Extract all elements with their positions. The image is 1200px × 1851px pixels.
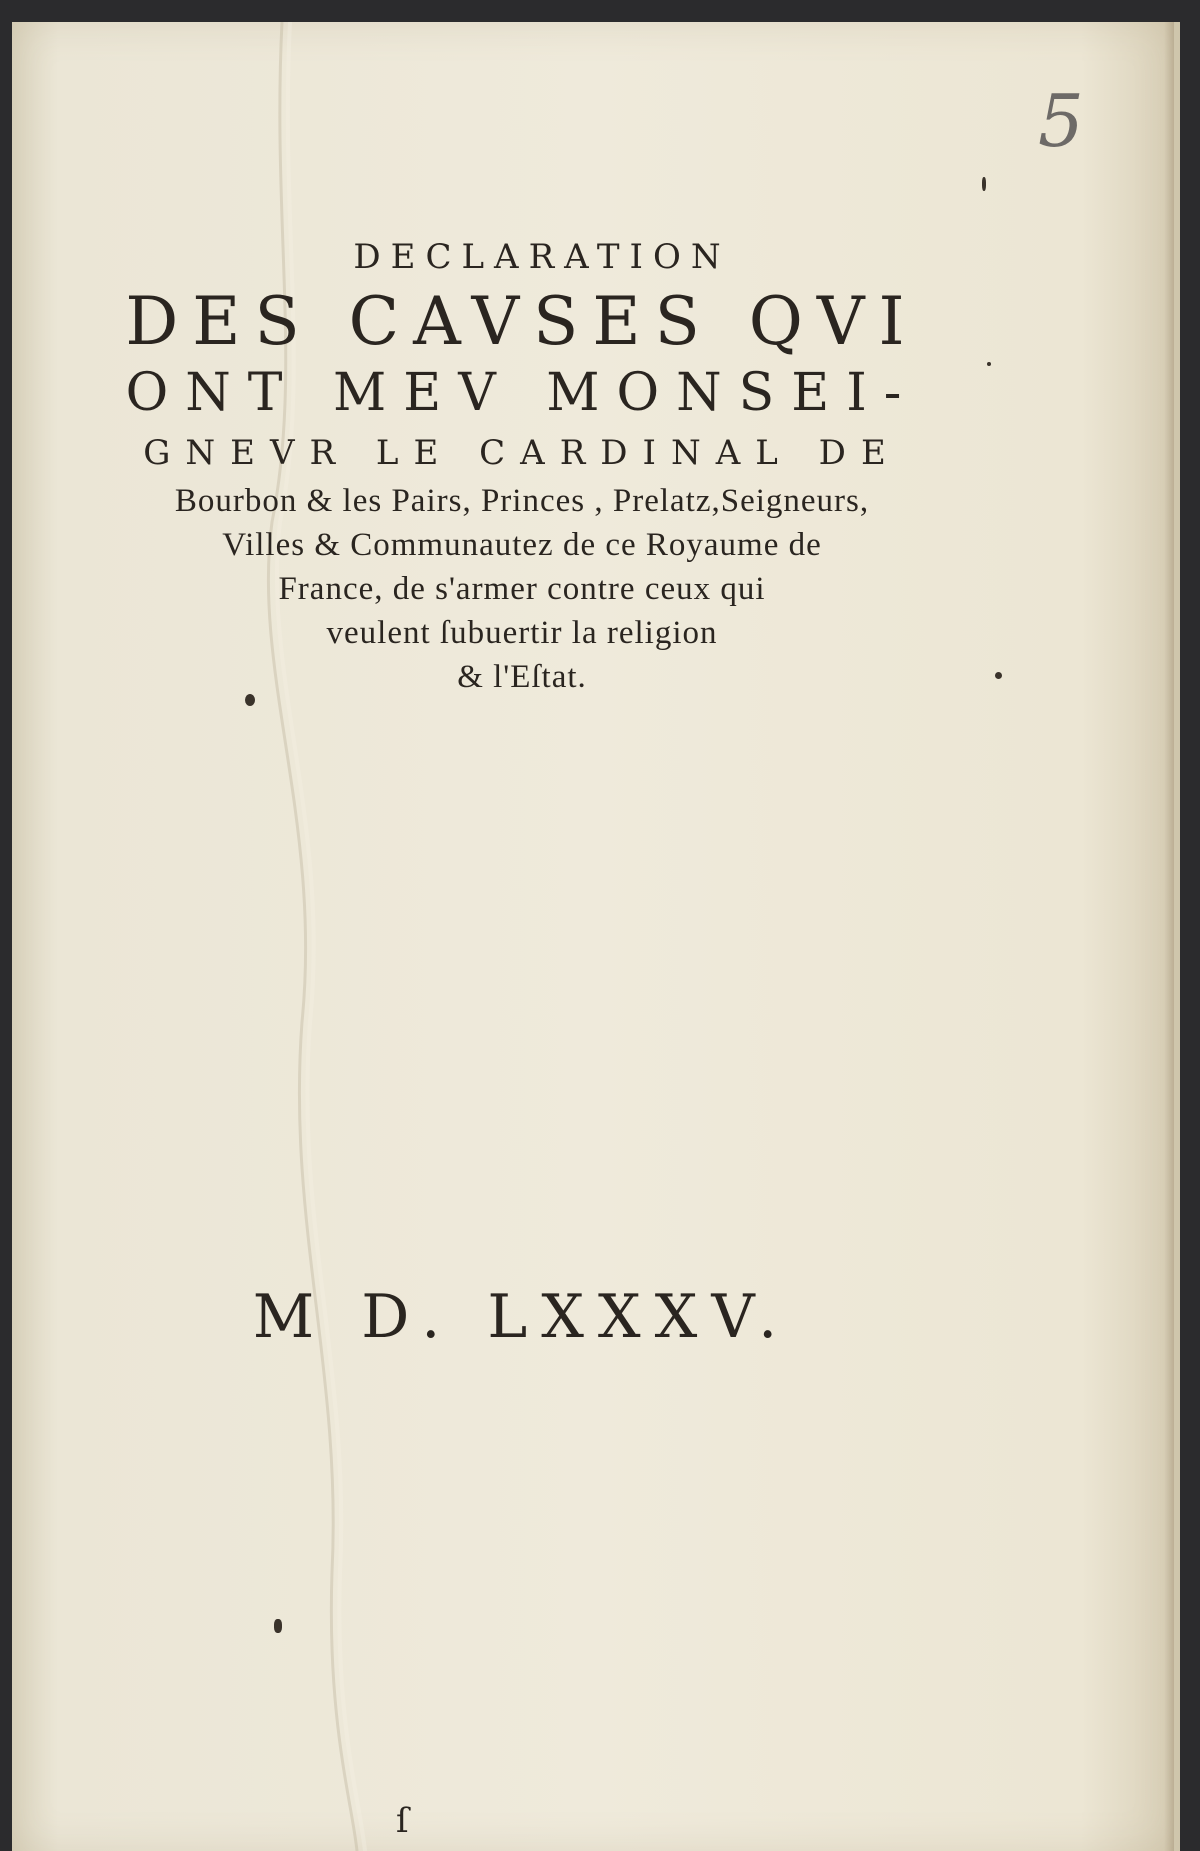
title-line-5: Bourbon & les Pairs, Princes , Prelatz,Seigneurs, [174, 483, 870, 519]
handwritten-folio-number [1030, 74, 1100, 164]
title-block [112, 237, 932, 699]
title-line-7: France, de s'armer contre ceux qui [278, 571, 766, 607]
title-line-2: DES CAVSES QVI [125, 283, 919, 360]
folio-number: 5 [1038, 79, 1084, 163]
title-line-1: DECLARATION [353, 237, 731, 277]
ink-speck [245, 694, 255, 706]
ink-speck [982, 177, 986, 191]
title-line-6: Villes & Communautez de ce Royaume de [222, 527, 822, 563]
title-line-8: veulent ſubuertir la religion [326, 615, 718, 651]
title-page [12, 22, 1180, 1851]
title-line-4: GNEVR LE CARDINAL DE [143, 433, 901, 473]
page-edge-shadow [1164, 22, 1174, 1851]
ink-speck [987, 362, 991, 366]
signature-mark-text: ſ [396, 1801, 409, 1840]
imprint-year: M D. LXXXV. [252, 1282, 792, 1352]
title-line-3: ONT MEV MONSEI- [125, 363, 919, 423]
title-line-9: & l'Eſtat. [457, 659, 587, 695]
signature-mark [392, 1800, 432, 1840]
ink-speck [274, 1619, 282, 1633]
ink-speck [995, 672, 1002, 679]
